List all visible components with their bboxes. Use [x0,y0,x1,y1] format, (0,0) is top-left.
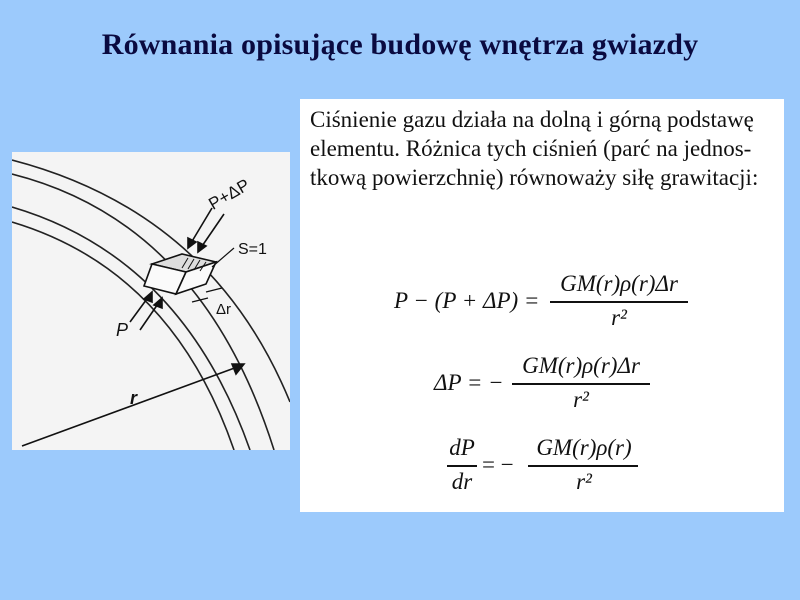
eq3-sign: = − [482,452,514,477]
eq2-lhs: ΔP = − [434,370,504,395]
label-dr: Δr [216,301,232,318]
equation-3 [446,431,646,503]
equations-panel [300,99,784,512]
eq1-denominator: r² [611,305,627,330]
eq3-fraction-bar [528,465,638,467]
equation-1 [394,267,694,337]
label-s: S=1 [238,241,267,258]
eq1-lhs: P − (P + ΔP) = [394,288,540,313]
element-cube [144,254,216,294]
outer-arc-2 [12,174,274,450]
label-p-plus-dp: P+ΔP [205,175,253,214]
pressure-arrows-top [188,208,224,252]
label-p: P [116,320,129,340]
label-r: r [130,388,138,408]
eq3-lhs-fraction-bar [447,465,477,467]
eq3-lhs-denominator: dr [451,469,473,494]
star-shell-diagram [12,152,290,450]
eq3-numerator: GM(r)ρ(r) [536,435,632,460]
star-shell-figure [12,152,290,450]
intro-line: elementu. Różnica tych ciśnień (parć na jednos- [310,136,752,161]
shell-arc-top [12,207,250,450]
eq2-numerator: GM(r)ρ(r)Δr [522,353,640,378]
eq1-fraction-bar [550,301,688,303]
slide-title: Równania opisujące budowę wnętrza gwiazdy [101,28,699,61]
eq3-denominator: r² [576,469,592,494]
eq2-denominator: r² [573,387,589,412]
intro-line: Ciśnienie gazu działa na dolną i górną podstawę [310,107,754,132]
equation-2 [434,349,674,419]
intro-paragraph [310,105,780,192]
eq1-numerator: GM(r)ρ(r)Δr [560,271,678,296]
intro-line: tkową powierzchnię) równoważy siłę grawitacji: [310,165,759,190]
s-pointer [212,248,234,267]
pressure-arrows-bottom [130,292,162,330]
eq2-fraction-bar [512,383,650,385]
eq3-lhs-numerator: dP [449,435,475,460]
